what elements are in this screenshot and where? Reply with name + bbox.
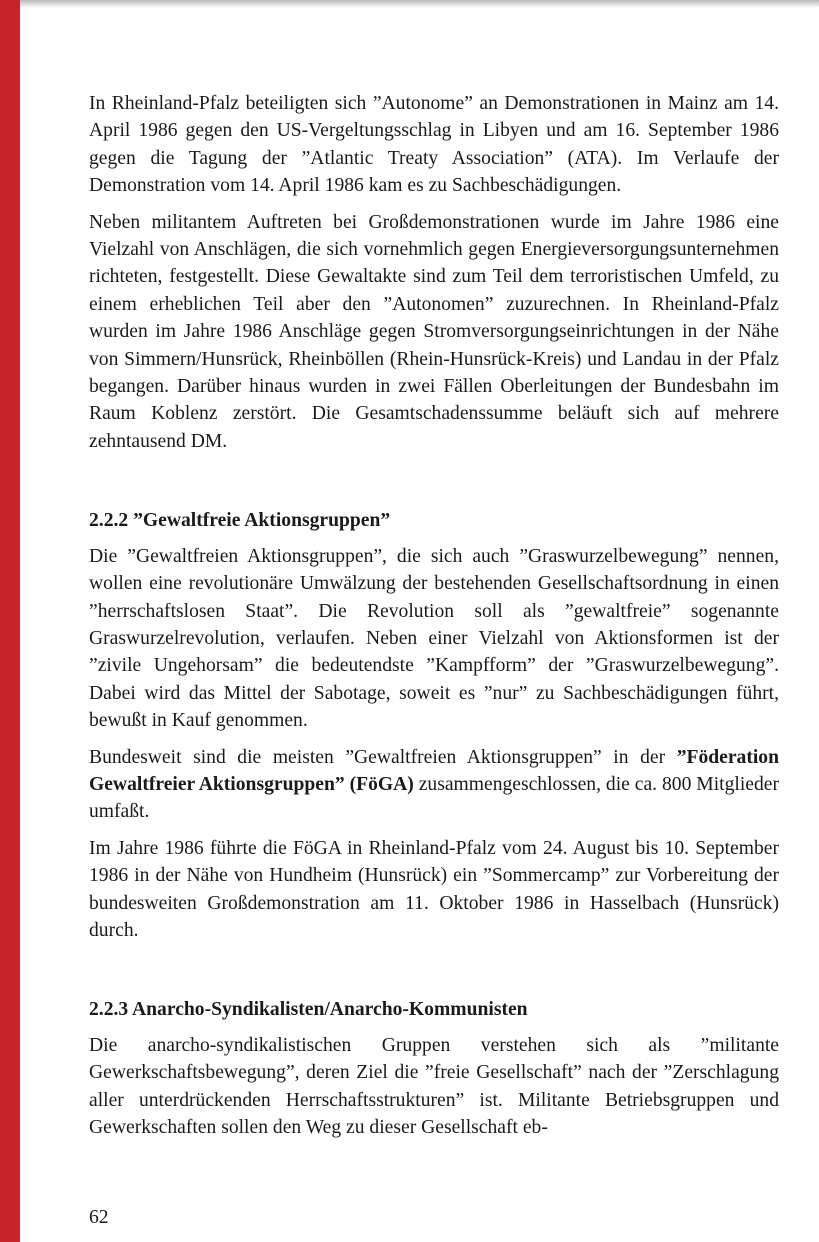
- foega-bold-name: ”Föderation Gewaltfreier Aktionsgruppen” (FöGA): [89, 746, 779, 795]
- paragraph-anarcho-syndikalisten: Die anarcho-syndikalistischen Gruppen verstehen sich als ”militante Gewerkschaftsbewegung”, deren Ziel die ”freie Gesellschaft” nach der ”Zerschlagung aller unterdrückenden Herrschaftsstrukturen” ist. Militante Betriebsgruppen und Gewerkschaften sollen den Weg zu dieser Gesellschaft eb-: [89, 1034, 779, 1138]
- heading-gewaltfreie-aktionsgruppen: 2.2.2 ”Gewaltfreie Aktionsgruppen”: [89, 510, 391, 532]
- paragraph-graswurzelbewegung: Die ”Gewaltfreien Aktionsgruppen”, die sich auch ”Graswurzelbewegung” nennen, wollen eine revolutionäre Umwälzung der bestehenden Gesellschaftsordnung in einen ”herrschaftslosen Staat”. Die Revolution soll als ”gewaltfreie” sogenannte Graswurzelrevolution, verlaufen. Neben einer Vielzahl von Aktionsformen ist der ”zivile Ungehorsam” die bedeutendste ”Kampfform” der ”Graswurzelbewegung”. Dabei wird das Mittel der Sabotage, soweit es ”nur” zu Sachbeschädigungen führt, bewußt in Kauf genommen.: [89, 545, 779, 732]
- scan-top-shadow: [20, 0, 819, 8]
- red-edge-bar: [0, 0, 20, 1242]
- paragraph-sommercamp: Im Jahre 1986 führte die FöGA in Rheinland-Pfalz vom 24. August bis 10. September 1986 in der Nähe von Hundheim (Hunsrück) ein ”Sommercamp” zur Vorbereitung der bundesweiten Großdemonstration am 11. Oktober 1986 in Hasselbach (Hunsrück) durch.: [89, 837, 779, 941]
- foega-text-before: Bundesweit sind die meisten ”Gewaltfreien Aktionsgruppen” in der: [89, 746, 677, 768]
- paragraph-foega: [89, 744, 779, 826]
- page-body: [89, 90, 779, 1141]
- paragraph-anschlaege: Neben militantem Auftreten bei Großdemonstrationen wurde im Jahre 1986 eine Vielzahl von Anschlägen, die sich vornehmlich gegen Energieversorgungsunternehmen richteten, festgestellt. Diese Gewaltakte sind zum Teil dem terroristischen Umfeld, zu einem erheblichen Teil aber den ”Autonomen” zuzurechnen. In Rheinland-Pfalz wurden im Jahre 1986 Anschläge gegen Stromversorgungseinrichtungen in der Nähe von Simmern/Hunsrück, Rheinböllen (Rhein-Hunsrück-Kreis) und Landau in der Pfalz begangen. Darüber hinaus wurden in zwei Fällen Oberleitungen der Bundesbahn im Raum Koblenz zerstört. Die Gesamtschadenssumme beläuft sich auf mehrere zehntausend DM.: [89, 211, 779, 452]
- page-number: 62: [89, 1207, 109, 1228]
- heading-anarcho-syndikalisten: 2.2.3 Anarcho-Syndikalisten/Anarcho-Kommunisten: [89, 999, 528, 1021]
- paragraph-autonome-demonstrations: In Rheinland-Pfalz beteiligten sich ”Autonome” an Demonstrationen in Mainz am 14. April 1986 gegen den US-Vergeltungsschlag in Libyen und am 16. September 1986 gegen die Tagung der ”Atlantic Treaty Association” (ATA). Im Verlaufe der Demonstration vom 14. April 1986 kam es zu Sachbeschädigungen.: [89, 93, 779, 197]
- foega-text-after: zusammengeschlossen, die ca. 800 Mitglieder umfaßt.: [89, 773, 779, 823]
